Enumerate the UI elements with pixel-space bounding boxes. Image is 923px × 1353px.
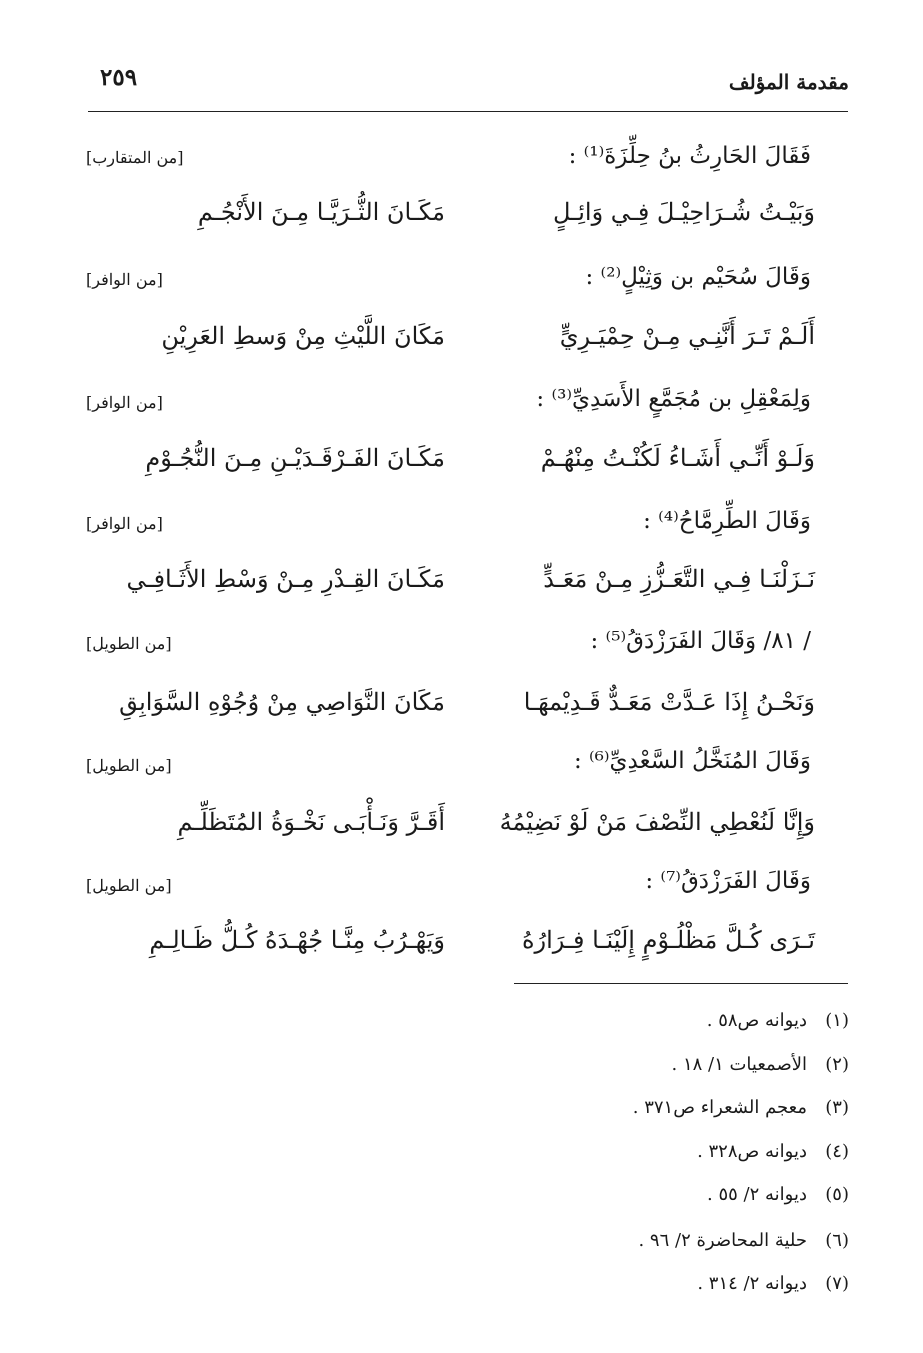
meter-label: [من الوافر]	[86, 393, 163, 412]
footnote-number: (٣)	[825, 1097, 849, 1118]
poem-intro: وَلِمَعْقِلِ بن مُجَمَّعٍ الأَسَدِيِّ⁽³⁾ :	[536, 386, 811, 412]
meter-label: [من المتقارب]	[86, 148, 184, 167]
footnote	[638, 1230, 849, 1251]
footnote-number: (٤)	[825, 1141, 849, 1162]
footnote	[707, 1010, 849, 1031]
footnote-text: ديوانه ص٥٨ .	[706, 1010, 807, 1031]
footnote-divider	[514, 983, 848, 984]
poem-intro: وَقَالَ الطِّرِمَّاحُ⁽⁴⁾ :	[643, 508, 811, 534]
footnote-text: ديوانه ٢/ ٣١٤ .	[697, 1273, 807, 1294]
footnote-text: ديوانه ٢/ ٥٥ .	[707, 1184, 807, 1205]
footnote-text: حلية المحاضرة ٢/ ٩٦ .	[638, 1230, 807, 1251]
footnote-text: معجم الشعراء ص٣٧١ .	[632, 1097, 807, 1118]
verse-first-hemistich: أَلَـمْ تَـرَ أَنَّنِـي مِـنْ حِمْيَـرِيٍّ	[559, 322, 815, 350]
running-header-title: مقدمة المؤلف	[728, 70, 849, 94]
footnote	[707, 1184, 849, 1205]
verse-second-hemistich: أَقَـرَّ وَنَـأْبَـى نَخْـوَةُ المُتَظَلِّـمِ	[177, 808, 445, 836]
footnote	[633, 1097, 849, 1118]
meter-label: [من الطويل]	[86, 634, 172, 653]
verse-second-hemistich: مَكَـانَ الفَـرْقَـدَيْـنِ مِـنَ النُّجُـوْمِ	[145, 444, 445, 472]
verse-second-hemistich: مَكَانَ اللَّيْثِ مِنْ وَسطِ العَرِيْنِ	[161, 322, 445, 350]
footnote-number: (٢)	[825, 1054, 849, 1075]
verse-first-hemistich: وَبَيْـتُ شُـرَاحِيْـلَ فِـي وَائِـلٍ	[553, 198, 815, 226]
verse-first-hemistich: وَإِنَّا لَنُعْطِي النِّصْفَ مَنْ لَوْ نَضِيْمُهُ	[499, 808, 815, 836]
poem-intro: وَقَالَ المُنَخَّلُ السَّعْدِيِّ⁽⁶⁾ :	[573, 748, 811, 774]
footnote-number: (٦)	[825, 1230, 849, 1251]
verse-second-hemistich: مَكَـانَ القِـدْرِ مِـنْ وَسْطِ الأَثَـافِـي	[126, 565, 445, 593]
verse-first-hemistich: نَـزَلْنَـا فِـي التَّعَـزُّزِ مِـنْ مَعَـدٍّ	[543, 565, 815, 593]
meter-label: [من الطويل]	[86, 876, 172, 895]
meter-label: [من الطويل]	[86, 756, 172, 775]
verse-first-hemistich: تَـرَى كُـلَّ مَظْلُـوْمٍ إِلَيْنَـا فِـرَارُهُ	[521, 926, 815, 954]
poem-intro: وَقَالَ سُحَيْم بن وَثِيْلٍ⁽²⁾ :	[585, 264, 811, 290]
poem-intro: فَقَالَ الحَارِثُ بنُ حِلِّزَةَ⁽¹⁾ :	[568, 143, 811, 169]
verse-second-hemistich: وَيَهْـرُبُ مِنَّـا جُهْـدَهُ كُـلُّ ظَـالِـمِ	[149, 926, 445, 954]
meter-label: [من الوافر]	[86, 270, 163, 289]
footnote-number: (٥)	[825, 1184, 849, 1205]
footnote-text: ديوانه ص٣٢٨ .	[697, 1141, 807, 1162]
poem-intro: وَقَالَ الفَرَزْدَقُ⁽⁷⁾ :	[645, 868, 811, 894]
verse-first-hemistich: وَنَحْـنُ إِذَا عَـدَّتْ مَعَـدٌّ قَـدِيْمهَـا	[523, 688, 815, 716]
footnote	[697, 1141, 849, 1162]
page-number: ٢٥٩	[100, 64, 138, 91]
verse-second-hemistich: مَكَانَ النَّوَاصِي مِنْ وُجُوْهِ السَّوَابِقِ	[119, 688, 445, 716]
header-divider	[88, 111, 848, 112]
verse-first-hemistich: وَلَـوْ أَنِّـي أَشَـاءُ لَكُنْـتُ مِنْهُـمْ	[540, 444, 815, 472]
footnote-text: الأصمعيات ١/ ١٨ .	[671, 1054, 807, 1075]
footnote	[697, 1273, 849, 1294]
verse-second-hemistich: مَكَـانَ الثُّـرَيَّـا مِـنَ الأَنْجُـمِ	[197, 198, 445, 226]
footnote-number: (٧)	[825, 1273, 849, 1294]
footnote-number: (١)	[825, 1010, 849, 1031]
meter-label: [من الوافر]	[86, 514, 163, 533]
poem-intro: / ٨١/ وَقَالَ الفَرَزْدَقُ⁽⁵⁾ :	[590, 628, 811, 654]
footnote	[672, 1054, 850, 1075]
